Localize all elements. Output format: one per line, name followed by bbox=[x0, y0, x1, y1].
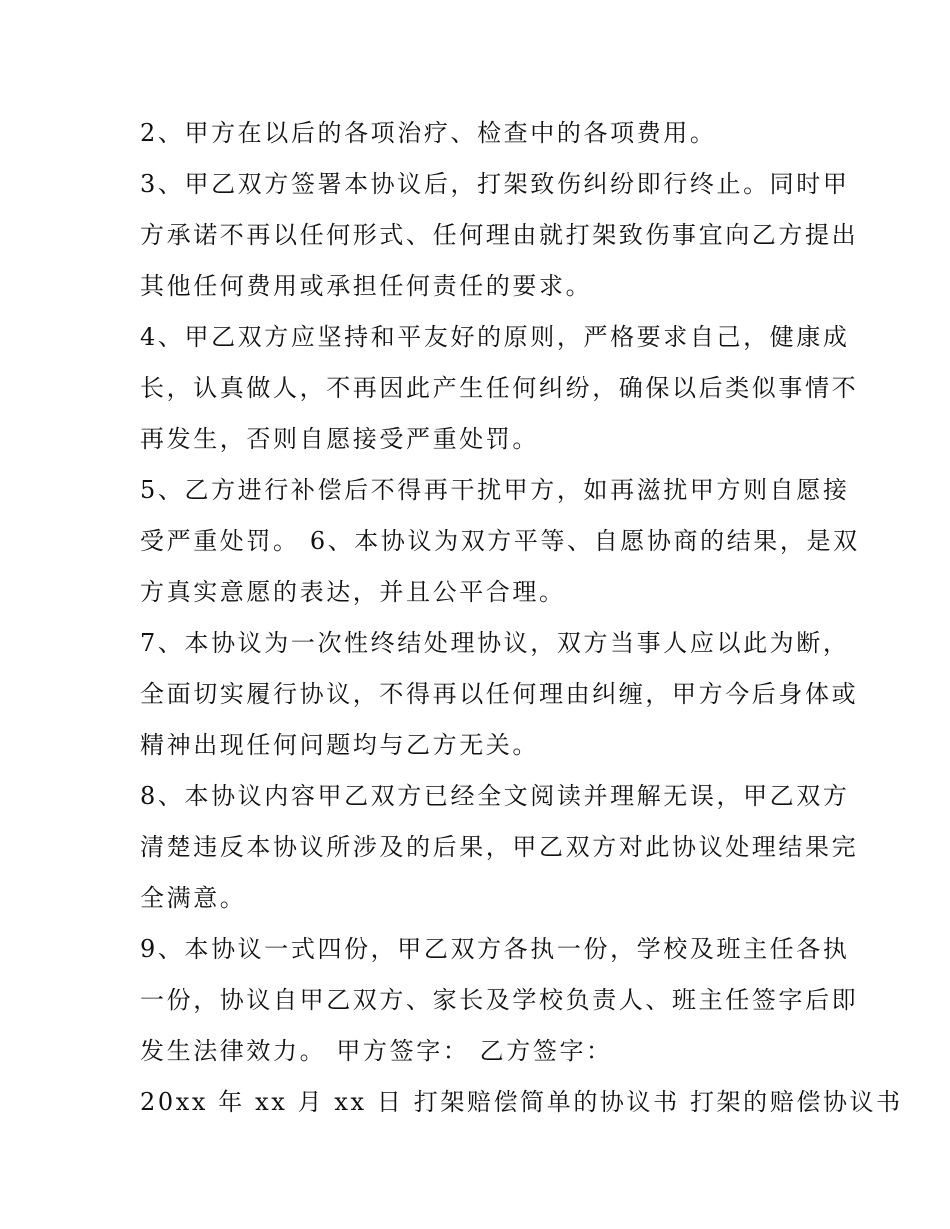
text-line: 7、本协议为一次性终结处理协议，双方当事人应以此为断， bbox=[140, 629, 850, 657]
text-line: 受严重处罚。 6、本协议为双方平等、自愿协商的结果，是双 bbox=[140, 527, 860, 555]
text-line: 长，认真做人，不再因此产生任何纠纷，确保以后类似事情不 bbox=[140, 374, 859, 402]
text-line: 精神出现任何问题均与乙方无关。 bbox=[140, 731, 539, 759]
signature-line: 发生法律效力。 甲方签字： 乙方签字： bbox=[140, 1037, 613, 1065]
text-line: 其他任何费用或承担任何责任的要求。 bbox=[140, 272, 593, 300]
text-line: 3、甲乙双方签署本协议后，打架致伤纠纷即行终止。同时甲 bbox=[140, 170, 850, 198]
text-line: 再发生，否则自愿接受严重处罚。 bbox=[140, 425, 539, 453]
text-line: 5、乙方进行补偿后不得再干扰甲方，如再滋扰甲方则自愿接 bbox=[140, 476, 850, 504]
document-body bbox=[140, 108, 903, 1128]
text-line: 方真实意愿的表达，并且公平合理。 bbox=[140, 578, 566, 606]
text-line: 全面切实履行协议，不得再以任何理由纠缠，甲方今后身体或 bbox=[140, 680, 859, 708]
text-line: 方承诺不再以任何形式、任何理由就打架致伤事宜向乙方提出 bbox=[140, 221, 859, 249]
text-line: 清楚违反本协议所涉及的后果，甲乙双方对此协议处理结果完 bbox=[140, 833, 859, 861]
text-line: 8、本协议内容甲乙双方已经全文阅读并理解无误，甲乙双方 bbox=[140, 782, 850, 810]
date-line: 20xx 年 xx 月 xx 日 打架赔偿简单的协议书 打架的赔偿协议书 bbox=[140, 1088, 903, 1116]
text-line: 4、甲乙双方应坚持和平友好的原则，严格要求自己，健康成 bbox=[140, 323, 850, 351]
text-line: 9、本协议一式四份，甲乙双方各执一份，学校及班主任各执 bbox=[140, 935, 850, 963]
text-line: 全满意。 bbox=[140, 884, 247, 912]
text-line: 2、甲方在以后的各项治疗、检查中的各项费用。 bbox=[140, 119, 717, 147]
text-line: 一份，协议自甲乙双方、家长及学校负责人、班主任签字后即 bbox=[140, 986, 859, 1014]
